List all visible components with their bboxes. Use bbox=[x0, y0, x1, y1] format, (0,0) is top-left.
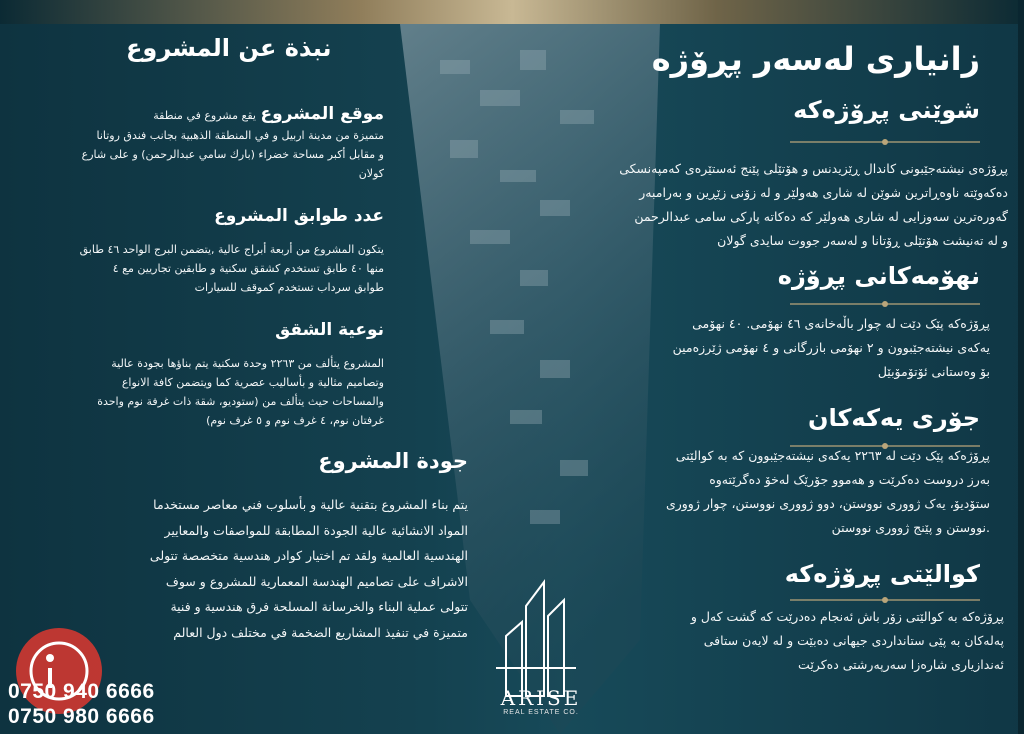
text-line: طوابق سرداب تستخدم كموقف للسيارات bbox=[194, 281, 384, 294]
arabic-title: نبذة عن المشروع bbox=[126, 34, 332, 62]
brand-name: ARISE bbox=[500, 686, 582, 710]
text-line: گەورەترین سەوزایی لە شاری هەولێر کە دەکاتە پارکی سامی عبدالرحمن bbox=[634, 209, 1008, 224]
text-line: والمساحات حيث يتألف من (ستوديو، شقة ذات غرفة نوم واحدة bbox=[97, 395, 384, 408]
text-line: بۆ وەستانی ئۆتۆمۆبێل bbox=[877, 364, 990, 379]
kurdish-location-text bbox=[438, 157, 1008, 253]
arabic-heading-unit-types: نوعية الشقق bbox=[275, 320, 384, 340]
text-line: .نووستن و پێنج ژووری نووستن bbox=[831, 520, 990, 535]
text-line: متميزة في تنفيذ المشاريع الضخمة في مختلف دول العالم bbox=[173, 624, 468, 640]
arabic-quality-text bbox=[0, 492, 468, 645]
text-line: يتكون المشروع من أربعة أبراج عالية ,يتضمن البرج الواحد ٤٦ طابق bbox=[79, 243, 384, 256]
brand-tagline: REAL ESTATE CO. bbox=[503, 709, 579, 716]
gold-divider-ornament bbox=[790, 298, 980, 310]
arabic-floors-text bbox=[14, 240, 384, 297]
kurdish-floors-text bbox=[460, 312, 990, 384]
text-line: المواد الانشائية عالية الجودة المطابقة للمواصفات والمعايير bbox=[164, 522, 468, 538]
text-line: یەکەی نیشتەجێبوون و ٢ نهۆمی بازرگانی و ٤ نهۆمی ژێرزەمین bbox=[672, 340, 990, 355]
text-line: ستۆدیۆ، یەک ژووری نووستن، دوو ژووری نووستن، چوار ژووری bbox=[665, 496, 990, 511]
kurdish-heading-unit-types: جۆری یەکەکان bbox=[807, 404, 980, 432]
phone-number-1[interactable]: 0750 940 6666 bbox=[8, 680, 155, 703]
right-frame-edge bbox=[1018, 0, 1024, 734]
text-line: دەکەوێتە ناوەڕاترین شوێن لە شاری هەولێر و لە زۆنی زێڕین و بەرامبەر bbox=[639, 185, 1008, 200]
text-line: كولان bbox=[358, 167, 384, 180]
text-line: بەرز دروست دەکرێت و هەموو جۆرێک لەخۆ دەگرێتەوە bbox=[709, 472, 990, 487]
text-line: پڕۆژەکە پێک دێت لە ٢٢٦٣ یەکەی نیشتەجێبوون کە بە کوالێتی bbox=[675, 448, 990, 463]
arabic-location-lead: يقع مشروع في منطقة bbox=[153, 109, 256, 122]
text-line: پڕۆژەی نیشتەجێبونی کاندال ڕێزیدنس و هۆتێلی پێنج ئەستێرەی کەمپەنسکی bbox=[619, 161, 1008, 176]
text-line: الاشراف على تصاميم الهندسة المعمارية للمشروع و سوف bbox=[165, 573, 468, 589]
kurdish-unit-types-text bbox=[460, 444, 990, 540]
arabic-location-text bbox=[14, 126, 384, 183]
arabic-unit-types-text bbox=[14, 354, 384, 430]
text-line: پەلەکان بە پێی ستانداردی جیهانی دەبێت و لە لایەن ستافی bbox=[703, 633, 1004, 648]
arabic-heading-location: موقع المشروع bbox=[260, 104, 384, 124]
text-line: المشروع يتألف من ٢٢٦٣ وحدة سكنية يتم بناؤها بجودة عالية bbox=[111, 357, 384, 370]
text-line: تتولى عملية البناء والخرسانة المسلحة فرق هندسية و فنية bbox=[170, 599, 468, 614]
phone-number-2[interactable]: 0750 980 6666 bbox=[8, 705, 155, 728]
text-line: غرفتان نوم، ٤ غرف نوم و ٥ غرف نوم) bbox=[206, 414, 384, 427]
kurdish-heading-location: شوێنی پڕۆژەکە bbox=[793, 96, 980, 124]
kurdish-heading-quality: کوالێتی پڕۆژەکە bbox=[784, 560, 980, 588]
text-line: و مقابل أكبر مساحة خضراء (بارك سامي عبدالرحمن) و على شارع bbox=[81, 148, 384, 161]
text-line: پڕۆژەکە پێک دێت لە چوار باڵەخانەی ٤٦ نهۆمی. ٤٠ نهۆمی bbox=[692, 316, 990, 331]
text-line: الهندسية العالمية ولقد تم اختيار كوادر هندسية متخصصة تتولى bbox=[149, 548, 468, 563]
text-line: پڕۆژەکە بە کوالێتی زۆر باش ئەنجام دەدرێت کە گشت کەل و bbox=[690, 609, 1004, 624]
arabic-heading-quality: جودة المشروع bbox=[318, 449, 468, 473]
kurdish-title: زانیاری لەسەر پڕۆژە bbox=[651, 40, 980, 78]
text-line: يتم بناء المشروع بتقنية عالية و بأسلوب فني معاصر مستخدما bbox=[153, 497, 468, 512]
text-line: و لە تەنیشت هۆتێلی ڕۆتانا و لەسەر جووت سایدی گولان bbox=[717, 233, 1008, 248]
text-line: منها ٤٠ طابق تستخدم كشقق سكنية و طابقين تجاريين مع ٤ bbox=[112, 262, 384, 275]
text-line: متميزة من مدينة اربيل و في المنطقة الذهبية بجانب فندق روتانا bbox=[96, 129, 384, 142]
text-line: ئەندازیاری شارەزا سەرپەرشتی دەکرێت bbox=[798, 657, 1004, 672]
gold-divider-ornament bbox=[790, 136, 980, 148]
text-line: وتصاميم مثالية و بأساليب عصرية كما ويتضمن كافة الانواع bbox=[121, 376, 384, 389]
kurdish-heading-floors: نهۆمەکانی پڕۆژە bbox=[777, 262, 980, 290]
arabic-heading-floors: عدد طوابق المشروع bbox=[214, 206, 384, 226]
